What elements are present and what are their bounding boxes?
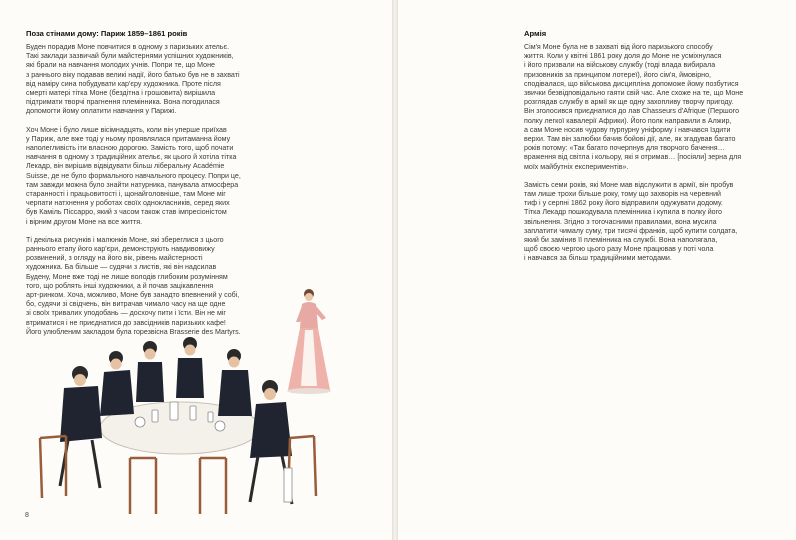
left-text-column: [26, 43, 274, 346]
paragraph: Ті декілька рисунків і малюнків Моне, які збереглися з цього раннього етапу його кар'єри, демонструють навдивовижу розвинений, з огляду на його вік, рівень майстерності художника. Ба більше — судячи з листів, які він надсилав Будену, Моне вже тоді не лише володів глибоким розумінням того, що роблять інші художники, а й почав зацікавлення арт-ринком. Хоча, можливо, Моне був занадто впевнений у собі, бо, судячи зі свідчень, він витрачав чимало часу на ще одне зі своїх тривалих уподобань — досхочу пити і їсти. Він не міг втриматися і не приєднатися до завсідників паризьких кафе! Його улюбленим закладом була горезвісна Brasserie des Martyrs.: [26, 235, 241, 336]
paragraph: Буден порадив Моне повчитися в одному з паризьких ательє. Такі заклади зазвичай були майстернями успішних художників, які брали на навчання молодих учнів. Попри те, що Моне з раннього віку подавав великі надії, його батько був не в захваті від наміру сина побудувати кар'єру художника. Проте після смерті матері тітка Моне (бездітна і грошовита) вирішила підтримати творчі прагнення племінника. Вона погодилася допомогти йому оплатити навчання у Парижі.: [26, 43, 240, 116]
page-number: 8: [25, 512, 29, 519]
section-heading-army: Армія: [524, 29, 547, 38]
paragraph: Замість семи років, які Моне мав відслужити в армії, він пробув там лише трохи більше року, тому що захворів на черевний тиф і у серпні 1862 року його відправили одужувати додому. Тітка Лекадр пошкодувала племінника і купила в полку його звільнення. Згідно з тогочасними правилами, вона мусила заплатити чималу суму, три тисячі франків, щоб купити солдата, який би замінив її племінника на службі. Вона наполягала, щоб своєю чергою цього разу Моне працював у поті чола і навчався за більш традиційними методами.: [524, 180, 738, 263]
paragraph: Сім'я Моне була не в захваті від його паризького способу життя. Коли у квітні 1861 року доля до Моне не усміхнулася і його призвали на військову службу (тоді влада вибирала призовників за принципом лотереї), його сім'я, ймовірно, сподівалася, що військова дисципліна допоможе йому позбутися звички безвідповідально гаяти свій час. Але схоже на те, що Моне розглядав службу в армії як ще одну захопливу творчу пригоду. Він зголосився приєднатися до лав Chasseurs d'Afrique (Першого полку легкої кавалерії Африки). Його полк направили в Алжир, а сам Моне носив чудову пурпурну уніформу і навчався їздити верхи. Там він залюбки бачив бойові дії, але, як згадував багато років потому: «Так багато почерпнув для творчого бачення… враження від світла і кольору, які я отримав… [посіяли] зерна для моїх майбутніх експериментів».: [524, 43, 744, 171]
left-page: [0, 0, 392, 540]
paragraph: Хоч Моне і було лише вісімнадцять, коли він уперше приїхав у Париж, але вже тоді у ньому проявлялася притаманна йому наполегливість іти власною дорогою. Замість того, щоб почати навчання в одному з традиційних ательє, як цього й хотіла тітка Лекадр, він вирішив відвідувати більш ліберальну Académie Suisse, де не було формального навчального процесу. Попри це, там завжди можна було знайти натурника, панувала атмосфера старанності і працьовитості і, щонайголовніше, там Моне міг черпати натхнення у роботах своїх однокласників, серед яких був Каміль Піссарро, який з часом також став імпресіоністом і вірним другом Моне на все життя.: [26, 125, 241, 226]
right-page: [398, 0, 796, 540]
section-heading-paris: Поза стінами дому: Париж 1859–1861 років: [26, 29, 188, 38]
cafe-scene-illustration: [20, 318, 320, 518]
right-text-column: [524, 43, 786, 273]
